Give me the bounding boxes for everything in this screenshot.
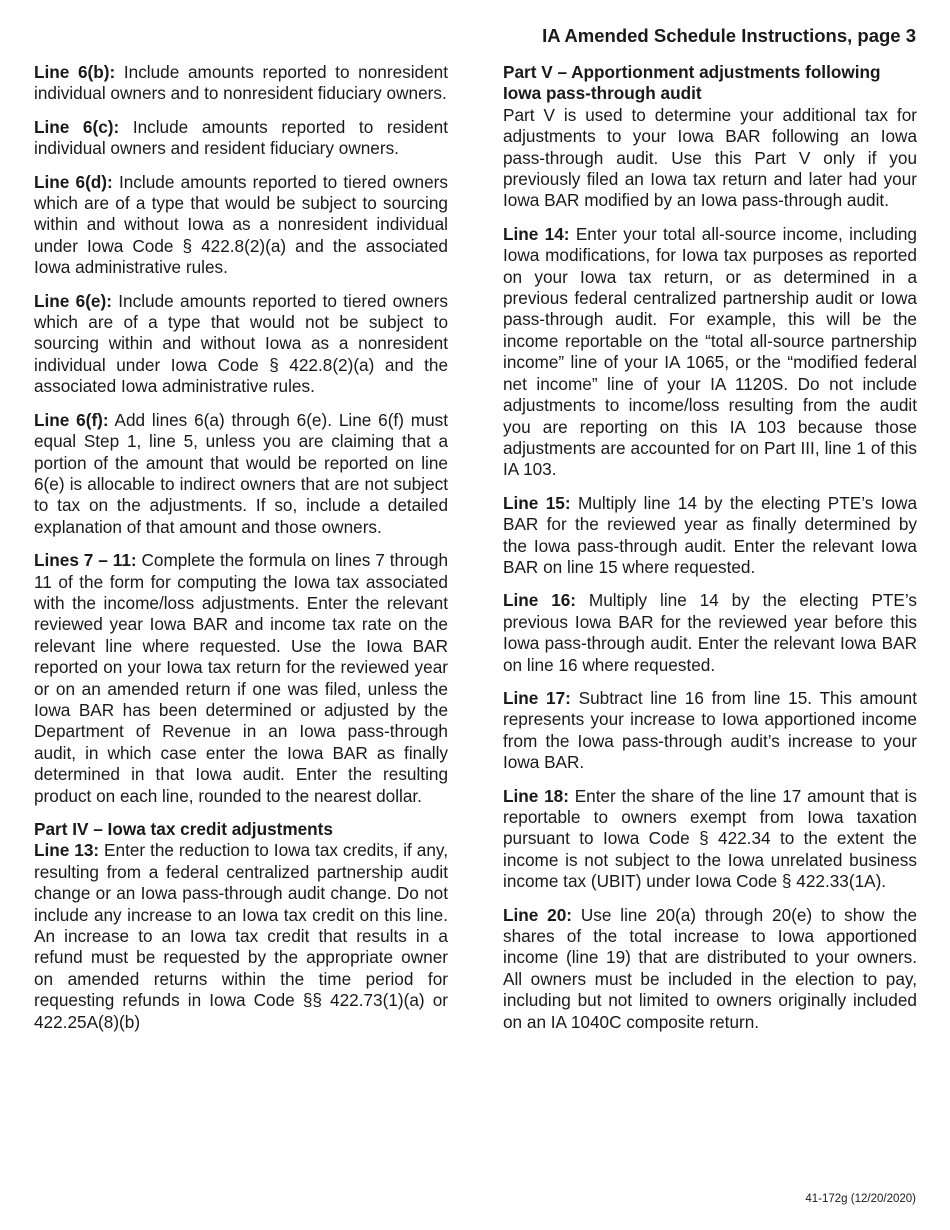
line-label: Line 15: (503, 492, 571, 513)
line-label: Line 16: (503, 590, 577, 611)
line-label: Line 6(c): (34, 116, 120, 137)
page-title: IA Amended Schedule Instructions, page 3 (542, 25, 916, 46)
right-column (503, 62, 917, 1045)
line-label: Line 6(f): (34, 409, 109, 430)
instruction-line-16 (503, 590, 917, 676)
line-label: Line 13: (34, 840, 100, 861)
form-id-footer: 41-172g (12/20/2020) (805, 1193, 916, 1205)
line-label: Line 6(b): (34, 62, 116, 82)
line-text: Multiply line 14 by the electing PTE’s Iowa BAR for the reviewed year as finally determined by the Iowa pass-through audit. Enter the relevant Iowa BAR on line 15 where requested. (503, 492, 918, 577)
instruction-line-6b (34, 62, 448, 105)
instruction-line-14 (503, 224, 917, 481)
line-label: Line 20: (503, 904, 573, 925)
line-label: Line 6(d): (34, 171, 113, 192)
instruction-line-18 (503, 786, 917, 893)
instruction-line-6f (34, 410, 448, 538)
instruction-lines-7-11 (34, 550, 448, 807)
line-text: Enter the reduction to Iowa tax credits, if any, resulting from a federal centralized partnership audit change or an Iowa pass-through audit change. Do not include any increase to an Iowa tax credit on this line. An increase to an Iowa tax credit that results in a refund must be requested by the appropriate owner on amended returns within the time period for requesting refunds in Iowa Code §§ 422.73(1)(a) or 422.25A(8)(b) (34, 840, 448, 1032)
line-text: Use line 20(a) through 20(e) to show the shares of the total increase to Iowa apportioned income (line 19) that are distributed to your owners. All owners must be included in the election to pay, including but not limited to owners originally included on an IA 1040C composite return. (503, 904, 918, 1032)
section-title-part-v: Part V – Apportionment adjustments following Iowa pass-through audit (503, 62, 881, 104)
line-text: Include amounts reported to resident individual owners and resident fiduciary owners. (34, 116, 448, 159)
section-title-part-iv: Part IV – Iowa tax credit adjustments (34, 819, 333, 839)
instruction-line-20 (503, 905, 917, 1033)
line-text: Multiply line 14 by the electing PTE’s previous Iowa BAR for the reviewed year before this Iowa pass-through audit. Enter the relevant Iowa BAR on line 16 where requested. (503, 590, 917, 675)
line-label: Line 17: (503, 687, 571, 708)
left-column (34, 62, 448, 1045)
instruction-line-13 (34, 840, 448, 1033)
instruction-line-6e (34, 291, 448, 398)
part-v-intro: Part V is used to determine your additional tax for adjustments to your Iowa BAR following an Iowa pass-through audit. Use this Part V only if you previously filed an Iowa tax return and later had your Iowa BAR modified by an Iowa pass-through audit. (503, 104, 917, 211)
line-text: Include amounts reported to tiered owners which are of a type that would not be subject to sourcing within and without Iowa as a nonresident individual under Iowa Code § 422.8(2)(a) and the associated Iowa administrative rules. (34, 290, 448, 397)
line-label: Line 14: (503, 223, 570, 244)
line-text: Include amounts reported to nonresident individual owners and to nonresident fiduciary owners. (34, 62, 448, 104)
line-text: Add lines 6(a) through 6(e). Line 6(f) must equal Step 1, line 5, unless you are claiming that a portion of the amount that would be reported on line 6(e) is allocable to indirect owners that are not subject to tax on the adjustments. If so, include a detailed explanation of that amount and those owners. (34, 409, 449, 537)
line-text: Subtract line 16 from line 15. This amount represents your increase to Iowa apportioned income from the Iowa pass-through audit’s increase to your Iowa BAR. (503, 687, 917, 773)
instruction-line-6d (34, 172, 448, 279)
instruction-line-15 (503, 493, 917, 579)
line-text: Enter the share of the line 17 amount that is reportable to owners exempt from Iowa taxation pursuant to Iowa Code § 422.34 to the extent the income is not subject to the Iowa unrelated business income tax (UBIT) under Iowa Code § 422.33(1A). (503, 785, 918, 892)
line-text: Complete the formula on lines 7 through 11 of the form for computing the Iowa tax associated with the income/loss adjustments. Enter the relevant reviewed year Iowa BAR and income tax rate on the relevant line where requested. Use the Iowa BAR reported on your Iowa tax return for the reviewed year or on an amended return if one was filed, unless the Iowa BAR has been determined or adjusted by the Department of Revenue in an Iowa pass-through audit, in which case enter the Iowa BAR as finally determined in that Iowa audit. Enter the resulting product on each line, rounded to the nearest dollar. (34, 550, 448, 806)
line-label: Lines 7 – 11: (34, 550, 137, 571)
instruction-line-6c (34, 117, 448, 160)
instruction-line-17 (503, 688, 917, 774)
line-label: Line 18: (503, 785, 569, 806)
line-text: Include amounts reported to tiered owners which are of a type that would be subject to sourcing within and without Iowa as a nonresident individual under Iowa Code § 422.8(2)(a) and the associated Iowa administrative rules. (34, 171, 448, 278)
line-text: Enter your total all-source income, including Iowa modifications, for Iowa tax purposes as reported on your Iowa tax return, or as determined in a previous federal centralized partnership audit or Iowa pass-through audit. For example, this will be the income reportable on the “total all-source partnership income” line of your IA 1065, or the “modified federal net income” line of your IA 1120S. Do not include adjustments to income/loss resulting from the audit you are reporting on this IA 103 because those adjustments are accounted for on Part III, line 1 of this IA 103. (503, 223, 917, 480)
line-label: Line 6(e): (34, 290, 112, 311)
